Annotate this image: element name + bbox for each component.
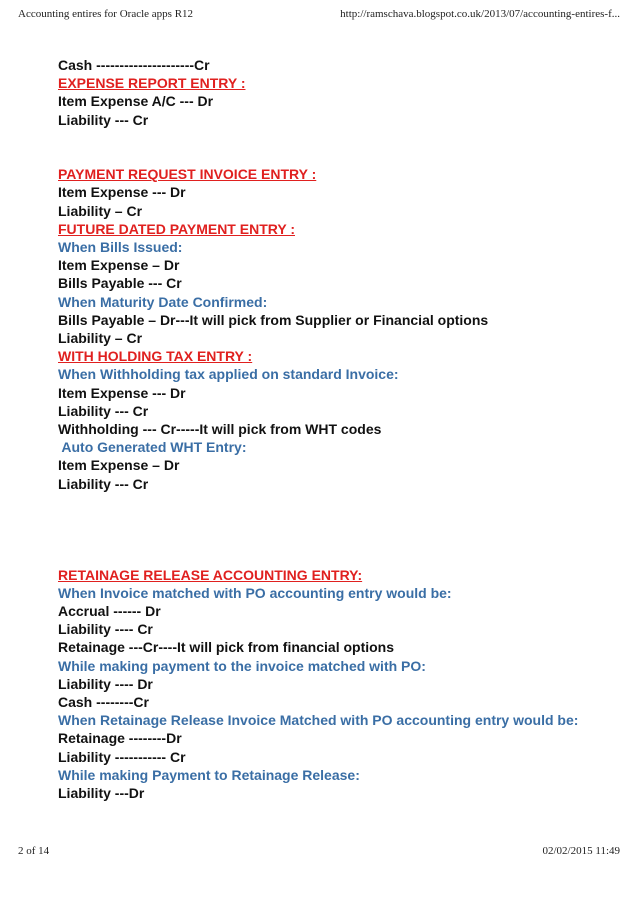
entry-line: Bills Payable – Dr---It will pick from Supplier or Financial options <box>58 311 489 328</box>
subheading: Auto Generated WHT Entry: <box>58 439 247 456</box>
subheading: When Maturity Date Confirmed: <box>58 293 268 310</box>
subheading: When Invoice matched with PO accounting entry would be: <box>58 584 452 601</box>
blank-line <box>58 547 598 565</box>
entry-line: Liability – Cr <box>58 202 143 219</box>
entry-line: Item Expense --- Dr <box>58 384 186 401</box>
entry-line: Item Expense – Dr <box>58 257 180 274</box>
entry-line: Liability ---Dr <box>58 785 145 802</box>
subheading: While making Payment to Retainage Release: <box>58 766 360 783</box>
entry-line: Retainage --------Dr <box>58 730 182 747</box>
entry-line: Liability --- Cr <box>58 402 149 419</box>
blank-line <box>58 493 598 511</box>
blank-line <box>58 129 598 147</box>
entry-line: Bills Payable --- Cr <box>58 275 182 292</box>
entry-line: Liability --- Cr <box>58 111 149 128</box>
entry-line: Liability ---- Dr <box>58 675 153 692</box>
entry-line: Item Expense A/C --- Dr <box>58 93 214 110</box>
blank-line <box>58 147 598 165</box>
entry-line: Liability --- Cr <box>58 475 149 492</box>
entry-line: Retainage ---Cr----It will pick from financial options <box>58 639 395 656</box>
section-heading: FUTURE DATED PAYMENT ENTRY : <box>58 220 295 237</box>
print-datetime: 02/02/2015 11:49 <box>542 845 620 857</box>
entry-line: Liability ----------- Cr <box>58 748 186 765</box>
section-heading: EXPENSE REPORT ENTRY : <box>58 75 246 92</box>
entry-line: Liability ---- Cr <box>58 621 153 638</box>
blank-line <box>58 511 598 529</box>
entry-line: Cash ---------------------Cr <box>58 57 210 73</box>
subheading: When Bills Issued: <box>58 239 183 255</box>
page-header-url: http://ramschava.blogspot.co.uk/2013/07/accounting-entires-f... <box>340 8 620 20</box>
subheading: When Withholding tax applied on standard Invoice: <box>58 366 399 383</box>
entry-line: Item Expense --- Dr <box>58 184 186 201</box>
section-heading: WITH HOLDING TAX ENTRY : <box>58 348 253 365</box>
entry-line: Accrual ------ Dr <box>58 603 161 619</box>
document-body <box>58 56 598 802</box>
section-heading: PAYMENT REQUEST INVOICE ENTRY : <box>58 166 317 183</box>
page-header-title: Accounting entires for Oracle apps R12 <box>18 8 194 20</box>
subheading: While making payment to the invoice matched with PO: <box>58 657 426 674</box>
page-number: 2 of 14 <box>18 845 50 857</box>
entry-line: Withholding --- Cr-----It will pick from WHT codes <box>58 421 382 438</box>
entry-line: Liability – Cr <box>58 330 143 347</box>
blank-line <box>58 529 598 547</box>
subheading: When Retainage Release Invoice Matched with PO accounting entry would be: <box>58 712 579 729</box>
entry-line: Cash --------Cr <box>58 694 149 711</box>
entry-line: Item Expense – Dr <box>58 457 180 474</box>
section-heading: RETAINAGE RELEASE ACCOUNTING ENTRY: <box>58 566 363 583</box>
